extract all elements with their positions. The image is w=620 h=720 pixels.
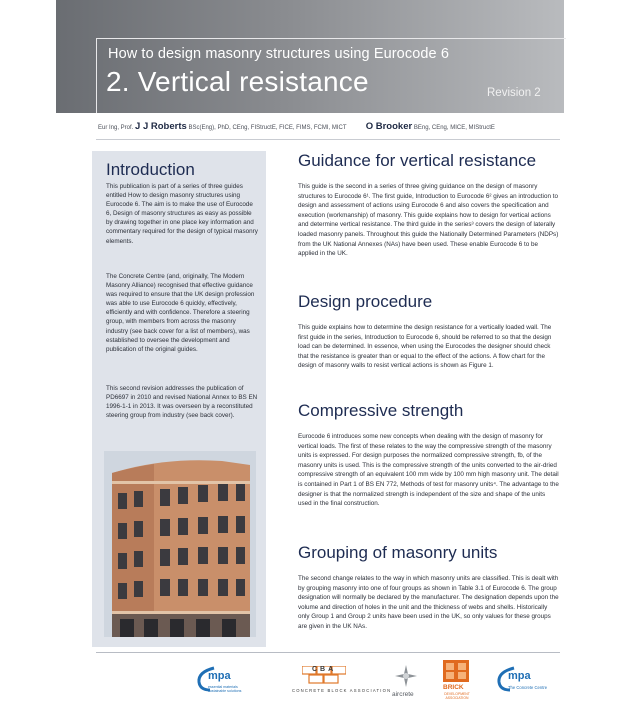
heading-grouping: Grouping of masonry units bbox=[298, 543, 498, 562]
aircrete-logo bbox=[386, 660, 426, 712]
sidebar-paragraph-2: The Concrete Centre (and, originally, The Modern Masonry Alliance) recognised that effective guidance was required to ensure that the UK design profession was able to use Eurocode 6 quickly, effectively, efficiently and with confidence. Therefore a steering group, with members from across the masonry industry (see back cover for a list of members), was established to oversee the development and publication of the original guides. bbox=[106, 273, 255, 353]
concrete-centre-logo-name: mpa bbox=[508, 670, 531, 682]
paragraph-guidance: This guide is the second in a series of three giving guidance on the design of masonry structures to Eurocode 6¹. The first guide, Introduction to Eurocode 6² gives an introduction to design and assessment of actions using Eurocode 6 and also covers the specification and execution (workmanship) of masonry. This guide explains how to design for vertical actions and determine vertical resistance. The third guide in the series³ covers the design of laterally loaded masonry panels. Throughout this guide the Nationally Determined Parameters (NDPs) from the UK National Annexes (NAs) have been used. These enable Eurocode 6 to be applied in the UK. bbox=[298, 183, 559, 258]
brick-logo-tag: DEVELOPMENT ASSOCIATION bbox=[444, 692, 470, 700]
author2-name: O Brooker bbox=[365, 121, 413, 132]
mpa-logo-tag: essential materials sustainable solutions bbox=[208, 685, 242, 693]
heading-vertical-resistance: Guidance for vertical resistance bbox=[298, 151, 537, 170]
aircrete-logo-name: aircrete bbox=[392, 691, 414, 698]
sidebar-paragraph-1: This publication is part of a series of three guides entitled How to design masonry structures using Eurocode 6. The aim is to make the use of Eurocode 6, Design of masonry structures as easy as possible by drawing together in one place key information and commentary required for the design of typical masonry elements. bbox=[106, 183, 258, 245]
partner-logos bbox=[96, 660, 560, 712]
brick-logo bbox=[432, 660, 480, 712]
heading-compressive-strength: Compressive strength bbox=[298, 401, 464, 420]
cba-logo bbox=[290, 660, 392, 712]
heading-design-procedure: Design procedure bbox=[298, 292, 433, 311]
page bbox=[56, 0, 564, 720]
cba-logo-tag: CONCRETE BLOCK ASSOCIATION bbox=[292, 688, 392, 693]
concrete-centre-logo bbox=[496, 660, 560, 712]
paragraph-grouping: The second change relates to the way in which masonry units are classified. This is dealt with by grouping masonry into one of four groups as shown in Table 3.1 of Eurocode 6. The group designation will normally be declared by the manufacturer. The designation depends upon the volume and direction of holes in the unit and the thickness of webs and shells. Historically only Group 1 and Group 2 units have been used in the UK, so only values for these groups are given in the UK NAs. bbox=[298, 575, 559, 630]
concrete-centre-logo-tag: The Concrete Centre bbox=[508, 685, 548, 690]
mpa-logo bbox=[196, 660, 256, 712]
author-divider bbox=[96, 139, 560, 140]
brick-logo-name: BRICK bbox=[443, 684, 464, 691]
author1-qualifications: BSc(Eng), PhD, CEng, FIStructE, FICE, FIMS, FCMI, MICT bbox=[188, 125, 347, 131]
sidebar-heading: Introduction bbox=[106, 160, 195, 179]
author1-name: J J Roberts bbox=[135, 121, 187, 132]
cba-logo-name: CBA bbox=[312, 666, 337, 673]
sidebar-paragraph-3: This second revision addresses the publication of PD6697 in 2010 and revised National Annex to BS EN 1996-1-1 in 2013. It was overseen by a reconstituted steering group from industry (see back cover). bbox=[106, 385, 258, 420]
author1-prefix: Eur Ing, Prof. bbox=[98, 125, 134, 131]
revision-label: Revision 2 bbox=[487, 87, 541, 99]
paragraph-design-procedure: This guide explains how to determine the design resistance for a vertically loaded wall. The first guide in the series, Introduction to Eurocode 6, should be referred to so that the design load can be determined. In essence, when using the Eurocodes the designer should check that the resistance is greater than or equal to the effect of the actions. A flow chart for the design of masonry walls to resist vertical actions is shown as Figure 1. bbox=[298, 324, 552, 370]
building-photo bbox=[104, 451, 256, 637]
mpa-logo-name: mpa bbox=[208, 670, 231, 682]
author-line bbox=[98, 118, 558, 136]
footer-divider bbox=[96, 652, 560, 653]
aircrete-star-icon bbox=[394, 664, 418, 688]
page-title: 2. Vertical resistance bbox=[106, 66, 369, 97]
paragraph-compressive-strength: Eurocode 6 introduces some new concepts when dealing with the design of masonry for vertical loads. The first of these relates to the way the compressive strength of the masonry units is expressed. For design purposes the normalized compressive strength, fb, of the masonry units is used. This is the compressive strength of the units converted to the air-dried compressive strength of an equivalent 100 mm wide by 100 mm high masonry unit. The detail is contained in Part 1 of BS EN 772, Methods of test for masonry units⁴. The advantage to the designer is that the normalized strength is independent of the size and shape of the units used in the final construction. bbox=[298, 433, 559, 508]
author2-qualifications: BEng, CEng, MICE, MIStructE bbox=[413, 125, 495, 131]
series-title: How to design masonry structures using Eurocode 6 bbox=[108, 46, 449, 62]
brick-icon bbox=[443, 660, 469, 682]
